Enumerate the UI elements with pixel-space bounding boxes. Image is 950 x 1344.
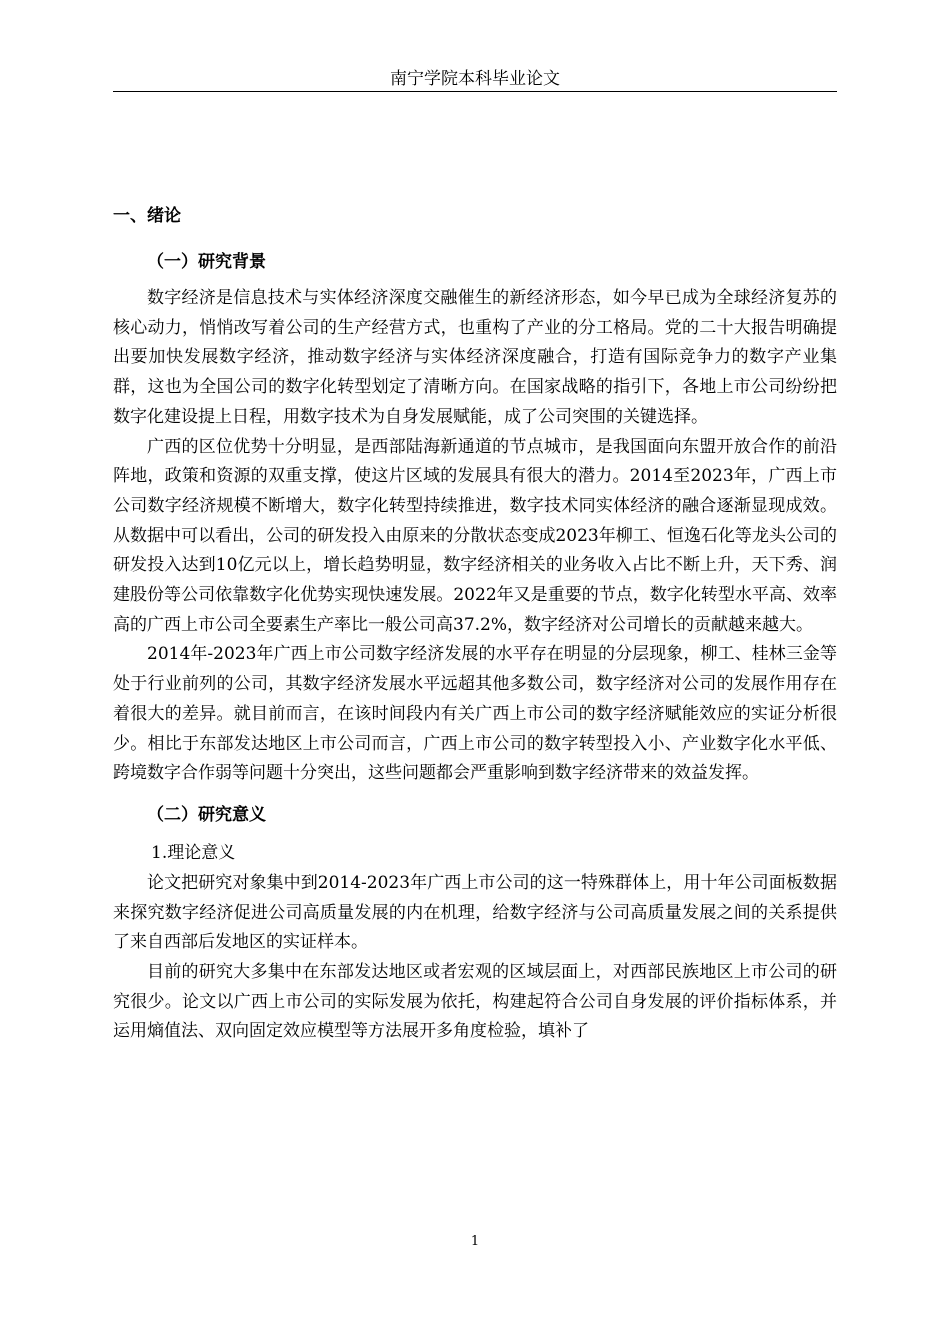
paragraph: 目前的研究大多集中在东部发达地区或者宏观的区域层面上，对西部民族地区上市公司的研究很少。论文以广西上市公司的实际发展为依托，构建起符合公司自身发展的评价指标体系，并运用熵值法、双向固定效应模型等方法展开多角度检验，填补了: [113, 962, 837, 1042]
paragraph: 论文把研究对象集中到2014-2023年广西上市公司的这一特殊群体上，用十年公司面板数据来探究数字经济促进公司高质量发展的内在机理，给数字经济与公司高质量发展之间的关系提供了来自西部后发地区的实证样本。: [113, 872, 837, 953]
paragraph: 数字经济是信息技术与实体经济深度交融催生的新经济形态，如今早已成为全球经济复苏的核心动力，悄悄改写着公司的生产经营方式，也重构了产业的分工格局。党的二十大报告明确提出要加快发展数字经济，推动数字经济与实体经济深度融合，打造有国际竞争力的数字产业集群，这也为全国公司的数字化转型划定了清晰方向。在国家战略的指引下，各地上市公司纷纷把数字化建设提上日程，用数字技术为自身发展赋能，成了公司突围的关键选择。: [113, 288, 837, 427]
subsection-heading-background: （一）研究背景: [147, 252, 266, 272]
section-heading: 一、绪论: [113, 206, 181, 226]
paragraph: 2014年-2023年广西上市公司数字经济发展的水平存在明显的分层现象，柳工、桂林三金等处于行业前列的公司，其数字经济发展水平远超其他多数公司，数字经济对公司的发展作用存在着很大的差异。就目前而言，在该时间段内有关广西上市公司的数字经济赋能效应的实证分析很少。相比于东部发达地区上市公司而言，广西上市公司的数字转型投入小、产业数字化水平低、跨境数字合作弱等问题十分突出，这些问题都会严重影响到数字经济带来的效益发挥。: [113, 644, 837, 784]
header-rule: [113, 91, 837, 92]
subsubsection-heading-theory: 1.理论意义: [151, 842, 236, 863]
page-number: 1: [470, 1234, 480, 1249]
page-body: [113, 200, 837, 1047]
subsection-heading-significance: （二）研究意义: [147, 804, 266, 825]
running-header: 南宁学院本科毕业论文: [390, 69, 560, 89]
paragraph: 广西的区位优势十分明显，是西部陆海新通道的节点城市，是我国面向东盟开放合作的前沿阵地，政策和资源的双重支撑，使这片区域的发展具有很大的潜力。2014至2023年，广西上市公司数字经济规模不断增大，数字化转型持续推进，数字技术同实体经济的融合逐渐显现成效。从数据中可以看出，公司的研发投入由原来的分散状态变成2023年柳工、恒逸石化等龙头公司的研发投入达到10亿元以上，增长趋势明显，数字经济相关的业务收入占比不断上升，天下秀、润建股份等公司依靠数字化优势实现快速发展。2022年又是重要的节点，数字化转型水平高、效率高的广西上市公司全要素生产率比一般公司高37.2%，数字经济对公司增长的贡献越来越大。: [113, 436, 837, 635]
